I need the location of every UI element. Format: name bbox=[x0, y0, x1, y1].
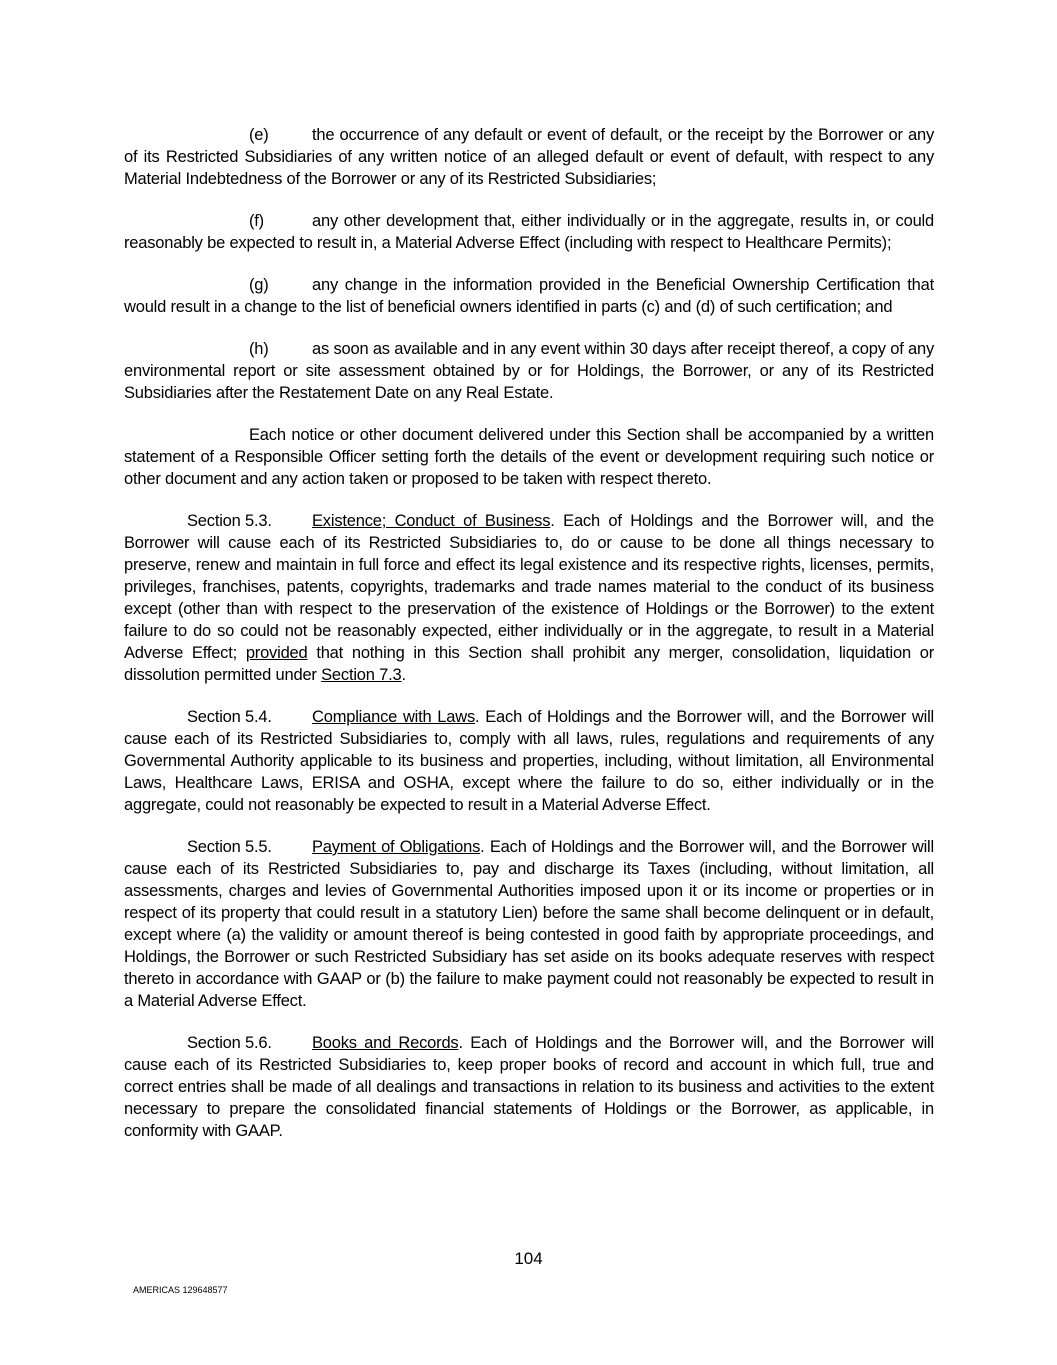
list-item-e bbox=[124, 124, 934, 190]
item-text: any change in the information provided in the Beneficial Ownership Certification that would result in a change to the list of beneficial owners identified in parts (c) and (d) of such certification; and bbox=[124, 276, 934, 316]
section-title: Compliance with Laws bbox=[312, 708, 476, 726]
section-title: Payment of Obligations bbox=[312, 838, 481, 856]
section-reference: Section 7.3 bbox=[321, 666, 402, 684]
section-5-5 bbox=[124, 836, 934, 1012]
section-text: . Each of Holdings and the Borrower will, and the Borrower will cause each of its Restricted Subsidiaries to, keep proper books of record and account in which full, true and correct entries shall be made of all dealings and transactions in relation to its business and activities to the extent necessary to prepare the consolidated financial statements of Holdings or the Borrower, as applicable, in conformity with GAAP. bbox=[124, 1034, 934, 1140]
section-title: Books and Records bbox=[312, 1034, 459, 1052]
item-label: (h) bbox=[249, 340, 269, 358]
section-5-6 bbox=[124, 1032, 934, 1142]
item-label: (g) bbox=[249, 276, 269, 294]
item-text: any other development that, either individually or in the aggregate, results in, or could reasonably be expected to result in, a Material Adverse Effect (including with respect to Healthcare Permits); bbox=[124, 212, 934, 252]
item-label: (f) bbox=[249, 212, 264, 230]
section-text: . Each of Holdings and the Borrower will, and the Borrower will cause each of its Restricted Subsidiaries to, pay and discharge its Taxes (including, without limitation, all assessments, charges and levies of Governmental Authorities imposed upon it or its income or properties or in respect of its property that could result in a statutory Lien) before the same shall become delinquent or in default, except where (a) the validity or amount thereof is being contested in good faith by appropriate proceedings, and Holdings, the Borrower or such Restricted Subsidiary has set aside on its books adequate reserves with respect thereto in accordance with GAAP or (b) the failure to make payment could not reasonably be expected to result in a Material Adverse Effect. bbox=[124, 838, 934, 1010]
page-number: 104 bbox=[514, 1249, 543, 1268]
list-item-h bbox=[124, 338, 934, 404]
provided-term: provided bbox=[245, 644, 308, 662]
notice-paragraph: Each notice or other document delivered under this Section shall be accompanied by a written statement of a Responsible Officer setting forth the details of the event or development requiring such notice or other document and any action taken or proposed to be taken with respect thereto. bbox=[124, 426, 934, 488]
section-number: Section 5.4. bbox=[187, 708, 272, 726]
item-label: (e) bbox=[249, 126, 269, 144]
document-id: AMERICAS 129648577 bbox=[133, 1285, 228, 1295]
item-text: the occurrence of any default or event of default, or the receipt by the Borrower or any of its Restricted Subsidiaries of any written notice of an alleged default or event of default, with respect to any Material Indebtedness of the Borrower or any of its Restricted Subsidiaries; bbox=[124, 126, 934, 188]
list-item-f bbox=[124, 210, 934, 254]
section-text: . Each of Holdings and the Borrower will, and the Borrower will cause each of its Restricted Subsidiaries to, do or cause to be done all things necessary to preserve, renew and maintain in full force and effect its legal existence and its respective rights, licenses, permits, privileges, franchises, patents, copyrights, trademarks and trade names material to the conduct of its business except (other than with respect to the preservation of the existence of Holdings or the Borrower) to the extent failure to do so could not be reasonably expected, either individually or in the aggregate, to result in a Material Adverse Effect; bbox=[124, 512, 935, 662]
section-text-middle: that nothing in this Section shall prohibit any merger, consolidation, liquidation or dissolution permitted under bbox=[124, 644, 935, 684]
list-item-g bbox=[124, 274, 934, 318]
section-5-3 bbox=[124, 510, 934, 686]
document-body bbox=[124, 124, 934, 1162]
section-text: . Each of Holdings and the Borrower will, and the Borrower will cause each of its Restricted Subsidiaries to, comply with all laws, rules, regulations and requirements of any Governmental Authority applicable to its business and properties, including, without limitation, all Environmental Laws, Healthcare Laws, ERISA and OSHA, except where the failure to do so, either individually or in the aggregate, could not reasonably be expected to result in a Material Adverse Effect. bbox=[124, 708, 935, 814]
section-number: Section 5.6. bbox=[187, 1034, 272, 1052]
item-text: as soon as available and in any event within 30 days after receipt thereof, a copy of any environmental report or site assessment obtained by or for Holdings, the Borrower, or any of its Restricted Subsidiaries after the Restatement Date on any Real Estate. bbox=[124, 340, 934, 402]
section-number: Section 5.5. bbox=[187, 838, 272, 856]
section-number: Section 5.3. bbox=[187, 512, 272, 530]
section-title: Existence; Conduct of Business bbox=[312, 512, 551, 530]
section-text-end: . bbox=[401, 666, 406, 684]
section-5-4 bbox=[124, 706, 934, 816]
